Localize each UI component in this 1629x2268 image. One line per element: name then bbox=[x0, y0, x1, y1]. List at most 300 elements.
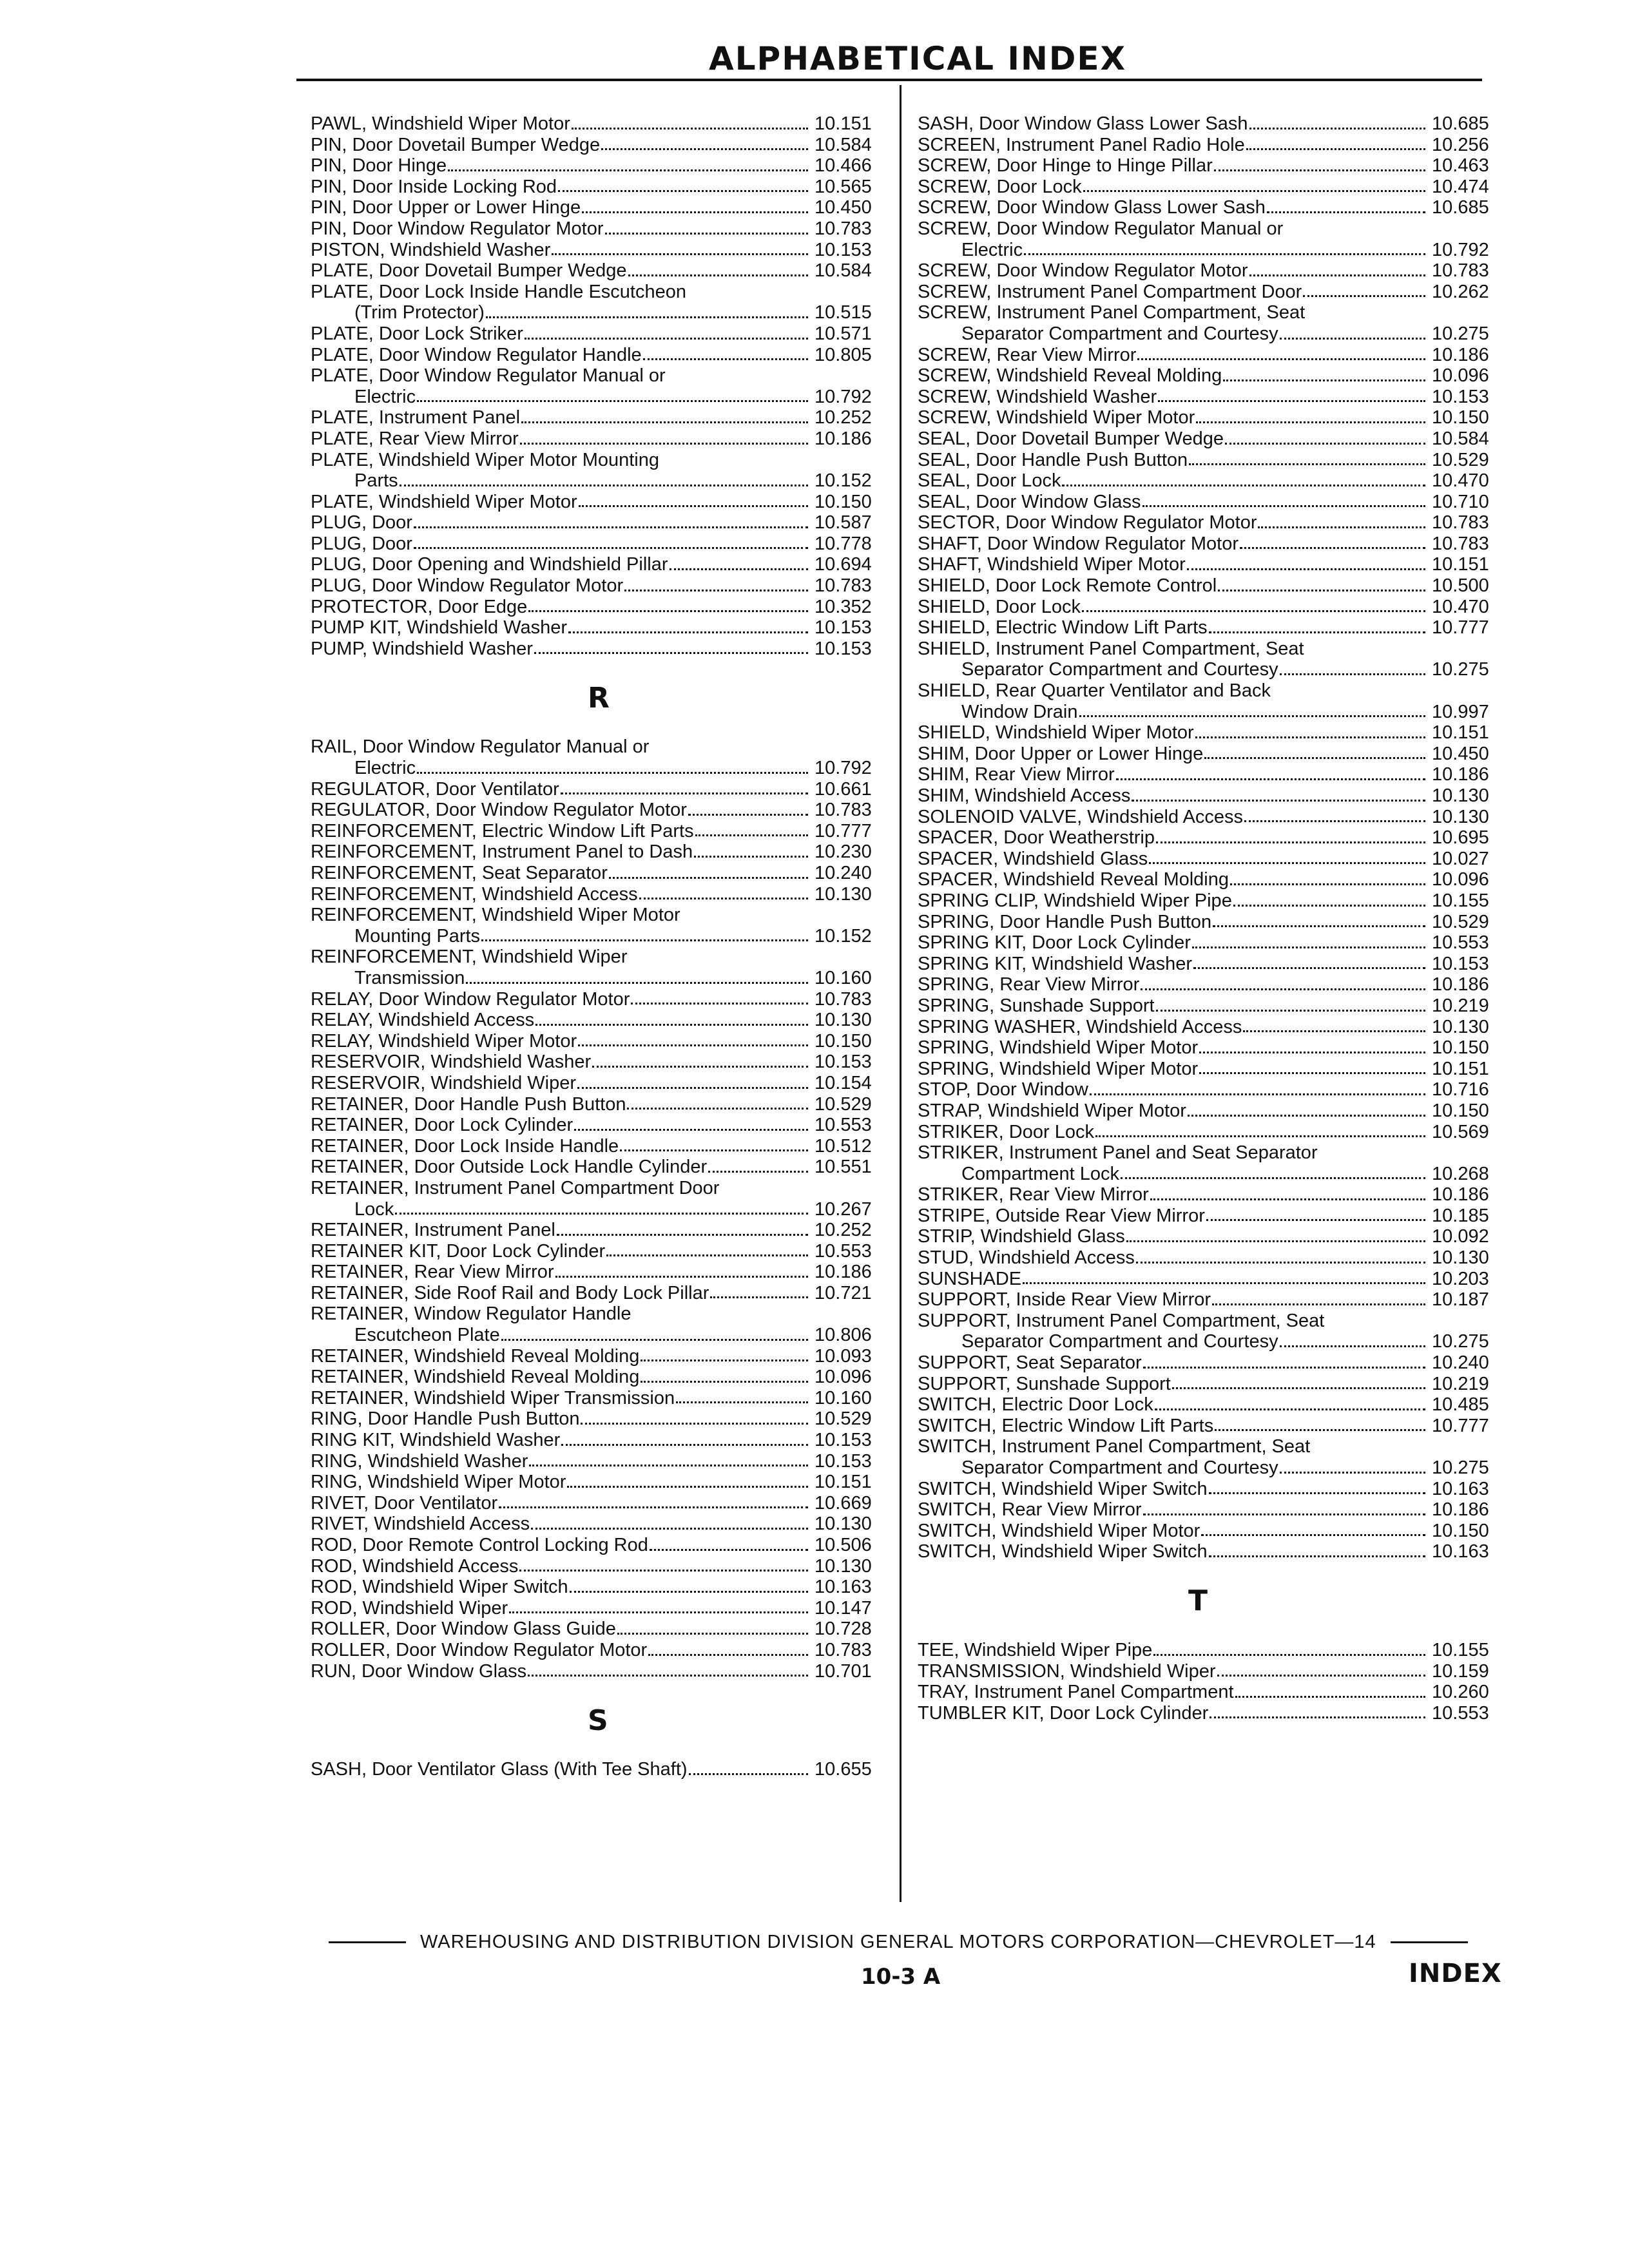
dot-leader bbox=[1192, 947, 1425, 948]
dot-leader bbox=[1188, 1115, 1425, 1117]
dot-leader bbox=[643, 358, 808, 360]
dot-leader bbox=[395, 1213, 808, 1215]
entry-continuation: Parts bbox=[354, 470, 398, 492]
entry-text: SHIELD, Windshield Wiper Motor bbox=[918, 722, 1194, 744]
dot-leader bbox=[710, 1296, 808, 1298]
index-entry bbox=[918, 302, 1508, 344]
entry-text: SCREW, Windshield Wiper Motor bbox=[918, 407, 1195, 428]
entry-page-ref: 10.186 bbox=[1432, 974, 1489, 995]
entry-text: SWITCH, Electric Window Lift Parts bbox=[918, 1415, 1214, 1436]
dot-leader bbox=[448, 169, 808, 171]
entry-text: STRIKER, Rear View Mirror bbox=[918, 1184, 1149, 1206]
dot-leader bbox=[1193, 967, 1425, 969]
entry-page-ref: 10.685 bbox=[1432, 197, 1489, 218]
section-letter: S bbox=[588, 1704, 608, 1737]
entry-text: PLUG, Door bbox=[311, 512, 412, 533]
entry-text: REINFORCEMENT, Windshield Wiper bbox=[311, 947, 628, 968]
dot-leader bbox=[1280, 1472, 1425, 1474]
dot-leader bbox=[1206, 1219, 1425, 1221]
index-entry bbox=[918, 890, 1508, 912]
entry-continuation: Separator Compartment and Courtesy bbox=[961, 323, 1278, 344]
index-entry bbox=[918, 869, 1508, 890]
dot-leader bbox=[1218, 590, 1425, 591]
entry-text: RUN, Door Window Glass bbox=[311, 1660, 527, 1682]
index-entry bbox=[311, 1178, 891, 1220]
entry-page-ref: 10.130 bbox=[815, 883, 872, 905]
index-entry bbox=[311, 1556, 891, 1577]
dot-leader bbox=[648, 1654, 808, 1656]
entry-text: RING, Door Handle Push Button bbox=[311, 1408, 580, 1430]
entry-page-ref: 10.152 bbox=[815, 925, 872, 947]
entry-page-ref: 10.153 bbox=[815, 1430, 872, 1451]
dot-leader bbox=[578, 1044, 808, 1046]
index-entry bbox=[918, 974, 1508, 995]
dot-leader bbox=[641, 1360, 808, 1361]
entry-text: TUMBLER KIT, Door Lock Cylinder bbox=[918, 1702, 1209, 1724]
entry-page-ref: 10.151 bbox=[1432, 1058, 1489, 1079]
entry-page-ref: 10.470 bbox=[1432, 470, 1489, 492]
entry-page-ref: 10.267 bbox=[815, 1198, 872, 1220]
index-entry bbox=[918, 1184, 1508, 1206]
index-entry bbox=[311, 1661, 891, 1682]
entry-page-ref: 10.571 bbox=[815, 323, 872, 344]
index-entry bbox=[918, 1079, 1508, 1100]
index-entry bbox=[311, 1367, 891, 1388]
index-entry bbox=[311, 989, 891, 1010]
index-entry bbox=[311, 155, 891, 177]
dot-leader bbox=[1199, 1072, 1425, 1074]
dot-leader bbox=[572, 128, 808, 130]
entry-page-ref: 10.728 bbox=[815, 1619, 872, 1640]
dot-leader bbox=[528, 1675, 808, 1677]
entry-text: SUNSHADE bbox=[918, 1268, 1022, 1289]
index-entry bbox=[311, 575, 891, 597]
dot-leader bbox=[1212, 1303, 1425, 1305]
index-entry bbox=[311, 1073, 891, 1094]
dot-leader bbox=[555, 1276, 808, 1278]
entry-text: ROLLER, Door Window Regulator Motor bbox=[311, 1639, 648, 1660]
entry-page-ref: 10.275 bbox=[1432, 323, 1489, 344]
entry-page-ref: 10.260 bbox=[1432, 1682, 1489, 1703]
dot-leader bbox=[688, 814, 808, 816]
index-entry bbox=[918, 1226, 1508, 1247]
entry-text: SASH, Door Window Glass Lower Sash bbox=[918, 113, 1248, 134]
dot-leader bbox=[1210, 1716, 1425, 1718]
entry-page-ref: 10.694 bbox=[815, 554, 872, 575]
entry-page-ref: 10.186 bbox=[1432, 1184, 1489, 1206]
index-entry bbox=[918, 1352, 1508, 1374]
index-entry bbox=[918, 492, 1508, 513]
dot-leader bbox=[519, 1570, 808, 1571]
index-entry bbox=[918, 1436, 1508, 1478]
entry-text: REINFORCEMENT, Seat Separator bbox=[311, 863, 608, 883]
entry-page-ref: 10.203 bbox=[1432, 1268, 1489, 1289]
entry-page-ref: 10.151 bbox=[1432, 554, 1489, 575]
index-entry bbox=[918, 639, 1508, 680]
entry-page-ref: 10.777 bbox=[815, 820, 872, 841]
dot-leader bbox=[1209, 631, 1425, 633]
index-entry bbox=[918, 932, 1508, 954]
dot-leader bbox=[1196, 421, 1425, 423]
entry-text: RING, Windshield Wiper Motor bbox=[311, 1472, 566, 1493]
entry-page-ref: 10.150 bbox=[815, 491, 872, 512]
dot-leader bbox=[708, 1171, 808, 1173]
dot-leader bbox=[1303, 295, 1425, 297]
dot-leader bbox=[606, 1254, 808, 1256]
index-entry bbox=[918, 1059, 1508, 1080]
entry-text: PLATE, Door Window Regulator Manual or bbox=[311, 365, 666, 387]
right-index-column bbox=[918, 113, 1508, 1724]
dot-leader bbox=[1209, 1555, 1425, 1557]
dot-leader bbox=[1156, 1010, 1425, 1012]
entry-text: STUD, Windshield Access bbox=[918, 1247, 1135, 1269]
entry-page-ref: 10.219 bbox=[1432, 1373, 1489, 1394]
entry-text: SPACER, Windshield Glass bbox=[918, 848, 1148, 869]
index-entry bbox=[918, 1682, 1508, 1703]
entry-text: RETAINER, Door Outside Lock Handle Cylinder bbox=[311, 1157, 708, 1178]
dot-leader bbox=[1062, 485, 1425, 486]
entry-text: SWITCH, Rear View Mirror bbox=[918, 1499, 1142, 1521]
entry-page-ref: 10.470 bbox=[1432, 596, 1489, 617]
entry-page-ref: 10.130 bbox=[1432, 785, 1489, 806]
index-entry bbox=[311, 407, 891, 428]
dot-leader bbox=[689, 1773, 808, 1775]
entry-text: PIN, Door Window Regulator Motor bbox=[311, 218, 604, 239]
dot-leader bbox=[627, 1108, 808, 1110]
dot-leader bbox=[601, 148, 808, 150]
dot-leader bbox=[1083, 190, 1425, 192]
dot-leader bbox=[567, 1486, 808, 1488]
dot-leader bbox=[528, 610, 808, 612]
entry-text: REINFORCEMENT, Instrument Panel to Dash bbox=[311, 841, 693, 863]
dot-leader bbox=[581, 1423, 808, 1425]
entry-page-ref: 10.512 bbox=[815, 1135, 872, 1157]
dot-leader bbox=[570, 1591, 808, 1593]
entry-text: SASH, Door Ventilator Glass (With Tee Shaft) bbox=[311, 1759, 688, 1780]
entry-text: SCREW, Instrument Panel Compartment Door bbox=[918, 281, 1302, 302]
dot-leader bbox=[414, 547, 808, 549]
entry-text: RIVET, Door Ventilator bbox=[311, 1492, 498, 1514]
entry-text: PLUG, Door Opening and Windshield Pillar bbox=[311, 554, 668, 575]
index-entry bbox=[311, 323, 891, 345]
entry-text: SPACER, Windshield Reveal Molding bbox=[918, 869, 1229, 890]
index-entry bbox=[918, 617, 1508, 639]
footer-rule-right bbox=[1391, 1941, 1468, 1943]
index-entry bbox=[918, 785, 1508, 807]
footer-division-text: WAREHOUSING AND DISTRIBUTION DIVISION GENERAL MOTORS CORPORATION—CHEVROLET—14 bbox=[420, 1932, 1376, 1952]
entry-page-ref: 10.096 bbox=[1432, 365, 1489, 387]
entry-page-ref: 10.352 bbox=[815, 596, 872, 617]
entry-text: SCREW, Windshield Reveal Molding bbox=[918, 365, 1222, 387]
entry-text: SHIELD, Electric Window Lift Parts bbox=[918, 617, 1208, 639]
index-entry bbox=[311, 863, 891, 884]
index-entry bbox=[918, 995, 1508, 1017]
dot-leader bbox=[1137, 358, 1425, 360]
entry-page-ref: 10.155 bbox=[1432, 890, 1489, 911]
entry-text: RETAINER, Window Regulator Handle bbox=[311, 1303, 631, 1325]
index-entry bbox=[311, 1010, 891, 1031]
index-entry bbox=[311, 639, 891, 660]
entry-text: PLATE, Windshield Wiper Motor Mounting bbox=[311, 449, 660, 470]
entry-page-ref: 10.130 bbox=[815, 1010, 872, 1031]
entry-text: SPRING WASHER, Windshield Access bbox=[918, 1016, 1242, 1037]
entry-page-ref: 10.147 bbox=[815, 1597, 872, 1619]
dot-leader bbox=[509, 1611, 808, 1613]
entry-text: SHIM, Door Upper or Lower Hinge bbox=[918, 743, 1204, 764]
entry-page-ref: 10.130 bbox=[1432, 1016, 1489, 1037]
entry-page-ref: 10.150 bbox=[1432, 1100, 1489, 1121]
entry-text: SHAFT, Door Window Regulator Motor bbox=[918, 533, 1239, 554]
dot-leader bbox=[1280, 673, 1425, 675]
dot-leader bbox=[695, 834, 808, 836]
entry-text: RETAINER, Door Lock Cylinder bbox=[311, 1115, 574, 1136]
dot-leader bbox=[1217, 1675, 1426, 1677]
dot-leader bbox=[1090, 1093, 1425, 1095]
entry-page-ref: 10.529 bbox=[815, 1408, 872, 1430]
entry-text: RING KIT, Windshield Washer bbox=[311, 1430, 561, 1451]
dot-leader bbox=[552, 253, 808, 255]
entry-text: SCREEN, Instrument Panel Radio Hole bbox=[918, 134, 1245, 155]
entry-text: PUMP, Windshield Washer bbox=[311, 638, 533, 659]
entry-page-ref: 10.160 bbox=[815, 967, 872, 988]
index-entry bbox=[918, 1017, 1508, 1038]
dot-leader bbox=[1249, 128, 1425, 130]
entry-text: RESERVOIR, Windshield Washer bbox=[311, 1052, 592, 1073]
index-entry bbox=[311, 113, 891, 135]
dot-leader bbox=[417, 400, 808, 402]
index-entry bbox=[311, 841, 891, 863]
entry-page-ref: 10.783 bbox=[815, 1639, 872, 1660]
dot-leader bbox=[534, 652, 808, 654]
entry-text: SPRING, Windshield Wiper Motor bbox=[918, 1058, 1199, 1079]
entry-page-ref: 10.701 bbox=[815, 1660, 872, 1682]
index-entry bbox=[918, 533, 1508, 555]
dot-leader bbox=[1155, 1408, 1425, 1410]
entry-text: PLUG, Door Window Regulator Motor bbox=[311, 575, 624, 597]
entry-text: SPRING KIT, Windshield Washer bbox=[918, 953, 1192, 974]
index-entry bbox=[918, 1703, 1508, 1724]
index-entry bbox=[311, 345, 891, 366]
entry-page-ref: 10.130 bbox=[815, 1514, 872, 1535]
index-entry bbox=[918, 807, 1508, 828]
entry-page-ref: 10.093 bbox=[815, 1345, 872, 1367]
entry-continuation: Separator Compartment and Courtesy bbox=[961, 659, 1278, 680]
index-entry bbox=[918, 155, 1508, 177]
dot-leader bbox=[579, 505, 808, 507]
index-entry bbox=[918, 218, 1508, 260]
index-entry bbox=[918, 680, 1508, 722]
dot-leader bbox=[1121, 1177, 1425, 1179]
dot-leader bbox=[1158, 400, 1425, 402]
index-entry bbox=[918, 1289, 1508, 1311]
dot-leader bbox=[1150, 1198, 1425, 1200]
entry-page-ref: 10.716 bbox=[1432, 1079, 1489, 1100]
dot-leader bbox=[1280, 338, 1425, 340]
dot-leader bbox=[617, 1633, 808, 1635]
index-entry bbox=[918, 1661, 1508, 1682]
entry-text: STRIP, Windshield Glass bbox=[918, 1226, 1125, 1247]
entry-page-ref: 10.150 bbox=[1432, 407, 1489, 428]
index-entry bbox=[311, 779, 891, 800]
entry-text: STRIKER, Instrument Panel and Seat Separator bbox=[918, 1142, 1318, 1164]
entry-text: RETAINER, Windshield Reveal Molding bbox=[311, 1345, 640, 1367]
index-entry bbox=[311, 1598, 891, 1619]
index-entry bbox=[918, 470, 1508, 492]
entry-page-ref: 10.150 bbox=[1432, 1037, 1489, 1059]
entry-text: PLATE, Rear View Mirror bbox=[311, 428, 519, 449]
dot-leader bbox=[568, 631, 808, 633]
index-entry bbox=[918, 1142, 1508, 1184]
dot-leader bbox=[1249, 274, 1426, 276]
index-entry bbox=[311, 1136, 891, 1157]
dot-leader bbox=[558, 190, 808, 192]
entry-page-ref: 10.096 bbox=[1432, 869, 1489, 890]
index-entry bbox=[918, 450, 1508, 471]
index-entry bbox=[311, 1493, 891, 1514]
index-entry bbox=[311, 1094, 891, 1115]
index-entry bbox=[918, 1541, 1508, 1562]
entry-page-ref: 10.150 bbox=[815, 1030, 872, 1052]
entry-page-ref: 10.805 bbox=[815, 344, 872, 365]
dot-leader bbox=[1246, 148, 1425, 150]
dot-leader bbox=[1132, 800, 1425, 802]
entry-page-ref: 10.553 bbox=[1432, 1702, 1489, 1724]
dot-leader bbox=[592, 1066, 808, 1068]
entry-text: SHAFT, Windshield Wiper Motor bbox=[918, 554, 1186, 575]
index-entry bbox=[311, 1346, 891, 1367]
entry-page-ref: 10.783 bbox=[815, 988, 872, 1010]
entry-text: SUPPORT, Seat Separator bbox=[918, 1352, 1142, 1374]
entry-continuation: Separator Compartment and Courtesy bbox=[961, 1331, 1278, 1352]
entry-text: ROD, Windshield Wiper bbox=[311, 1597, 508, 1619]
index-entry bbox=[311, 905, 891, 947]
dot-leader bbox=[1024, 253, 1425, 255]
entry-page-ref: 10.551 bbox=[815, 1157, 872, 1178]
entry-text: SUPPORT, Instrument Panel Compartment, Seat bbox=[918, 1310, 1325, 1331]
index-entry bbox=[918, 1521, 1508, 1542]
entry-page-ref: 10.186 bbox=[815, 428, 872, 449]
dot-leader bbox=[521, 421, 808, 423]
index-entry bbox=[311, 617, 891, 639]
index-entry bbox=[311, 1640, 891, 1661]
index-entry bbox=[311, 282, 891, 323]
entry-page-ref: 10.792 bbox=[1432, 239, 1489, 260]
index-entry bbox=[311, 428, 891, 450]
entry-text: SUPPORT, Inside Rear View Mirror bbox=[918, 1289, 1211, 1311]
entry-text: SCREW, Rear View Mirror bbox=[918, 344, 1137, 365]
entry-text: SPRING, Sunshade Support bbox=[918, 995, 1155, 1016]
entry-text: ROD, Windshield Wiper Switch bbox=[311, 1577, 568, 1598]
entry-page-ref: 10.130 bbox=[1432, 806, 1489, 827]
entry-page-ref: 10.151 bbox=[815, 1472, 872, 1493]
index-entry bbox=[311, 1577, 891, 1598]
entry-text: RELAY, Door Window Regulator Motor bbox=[311, 988, 630, 1010]
entry-text: STOP, Door Window bbox=[918, 1079, 1088, 1100]
dot-leader bbox=[400, 485, 808, 486]
index-entry bbox=[918, 1206, 1508, 1227]
dot-leader bbox=[1267, 211, 1425, 213]
dot-leader bbox=[1223, 380, 1425, 381]
title-rule bbox=[296, 79, 1482, 81]
dot-leader bbox=[561, 1444, 808, 1446]
index-entry bbox=[918, 1247, 1508, 1269]
entry-page-ref: 10.153 bbox=[815, 1450, 872, 1472]
index-entry bbox=[918, 1037, 1508, 1059]
entry-text: RETAINER, Windshield Reveal Molding bbox=[311, 1367, 640, 1388]
entry-page-ref: 10.529 bbox=[1432, 911, 1489, 932]
entry-continuation: Separator Compartment and Courtesy bbox=[961, 1457, 1278, 1478]
entry-page-ref: 10.153 bbox=[1432, 953, 1489, 974]
entry-text: RETAINER, Door Handle Push Button bbox=[311, 1093, 626, 1115]
entry-continuation: Electric bbox=[354, 758, 416, 779]
dot-leader bbox=[609, 877, 808, 879]
index-entry bbox=[918, 1416, 1508, 1437]
index-entry bbox=[918, 387, 1508, 408]
index-entry bbox=[311, 1303, 891, 1345]
entry-text: PIN, Door Hinge bbox=[311, 155, 447, 177]
entry-page-ref: 10.153 bbox=[815, 239, 872, 260]
entry-text: RESERVOIR, Windshield Wiper bbox=[311, 1072, 577, 1093]
entry-page-ref: 10.151 bbox=[815, 113, 872, 134]
entry-page-ref: 10.186 bbox=[815, 1262, 872, 1283]
dot-leader bbox=[1079, 715, 1426, 717]
index-entry bbox=[311, 1408, 891, 1430]
entry-page-ref: 10.150 bbox=[1432, 1520, 1489, 1541]
entry-page-ref: 10.783 bbox=[1432, 512, 1489, 533]
dot-leader bbox=[499, 1506, 808, 1508]
dot-leader bbox=[1199, 1052, 1425, 1053]
dot-leader bbox=[676, 1401, 808, 1403]
index-entry bbox=[311, 512, 891, 533]
entry-page-ref: 10.096 bbox=[815, 1367, 872, 1388]
entry-text: SPACER, Door Weatherstrip bbox=[918, 827, 1155, 849]
entry-text: SCREW, Door Window Regulator Motor bbox=[918, 260, 1248, 282]
entry-page-ref: 10.485 bbox=[1432, 1394, 1489, 1416]
dot-leader bbox=[1153, 1654, 1425, 1656]
dot-leader bbox=[1204, 757, 1425, 759]
dot-leader bbox=[577, 1087, 808, 1089]
index-entry bbox=[311, 1514, 891, 1535]
index-entry bbox=[311, 1619, 891, 1640]
dot-leader bbox=[1243, 1030, 1425, 1032]
index-entry bbox=[918, 827, 1508, 849]
entry-text: PLATE, Door Lock Inside Handle Escutcheon bbox=[311, 281, 687, 302]
dot-leader bbox=[1142, 505, 1425, 507]
entry-text: PUMP KIT, Windshield Washer bbox=[311, 617, 568, 639]
entry-page-ref: 10.230 bbox=[815, 841, 872, 863]
entry-text: REGULATOR, Door Window Regulator Motor bbox=[311, 800, 687, 821]
index-entry bbox=[918, 912, 1508, 933]
entry-text: SHIELD, Door Lock Remote Control bbox=[918, 575, 1217, 597]
entry-text: PLATE, Instrument Panel bbox=[311, 407, 521, 428]
entry-text: SWITCH, Windshield Wiper Switch bbox=[918, 1541, 1208, 1562]
index-entry bbox=[918, 554, 1508, 575]
dot-leader bbox=[1244, 820, 1425, 822]
entry-text: RING, Windshield Washer bbox=[311, 1450, 528, 1472]
dot-leader bbox=[466, 982, 808, 984]
entry-page-ref: 10.783 bbox=[1432, 260, 1489, 282]
entry-text: SPRING, Windshield Wiper Motor bbox=[918, 1037, 1199, 1059]
index-entry bbox=[918, 260, 1508, 282]
entry-page-ref: 10.783 bbox=[815, 218, 872, 239]
dot-leader bbox=[631, 1003, 808, 1004]
entry-text: SEAL, Door Lock bbox=[918, 470, 1061, 492]
dot-leader bbox=[1143, 1367, 1425, 1369]
entry-page-ref: 10.153 bbox=[815, 638, 872, 659]
dot-leader bbox=[529, 1465, 808, 1466]
index-entry bbox=[311, 450, 891, 492]
dot-leader bbox=[1214, 169, 1425, 171]
